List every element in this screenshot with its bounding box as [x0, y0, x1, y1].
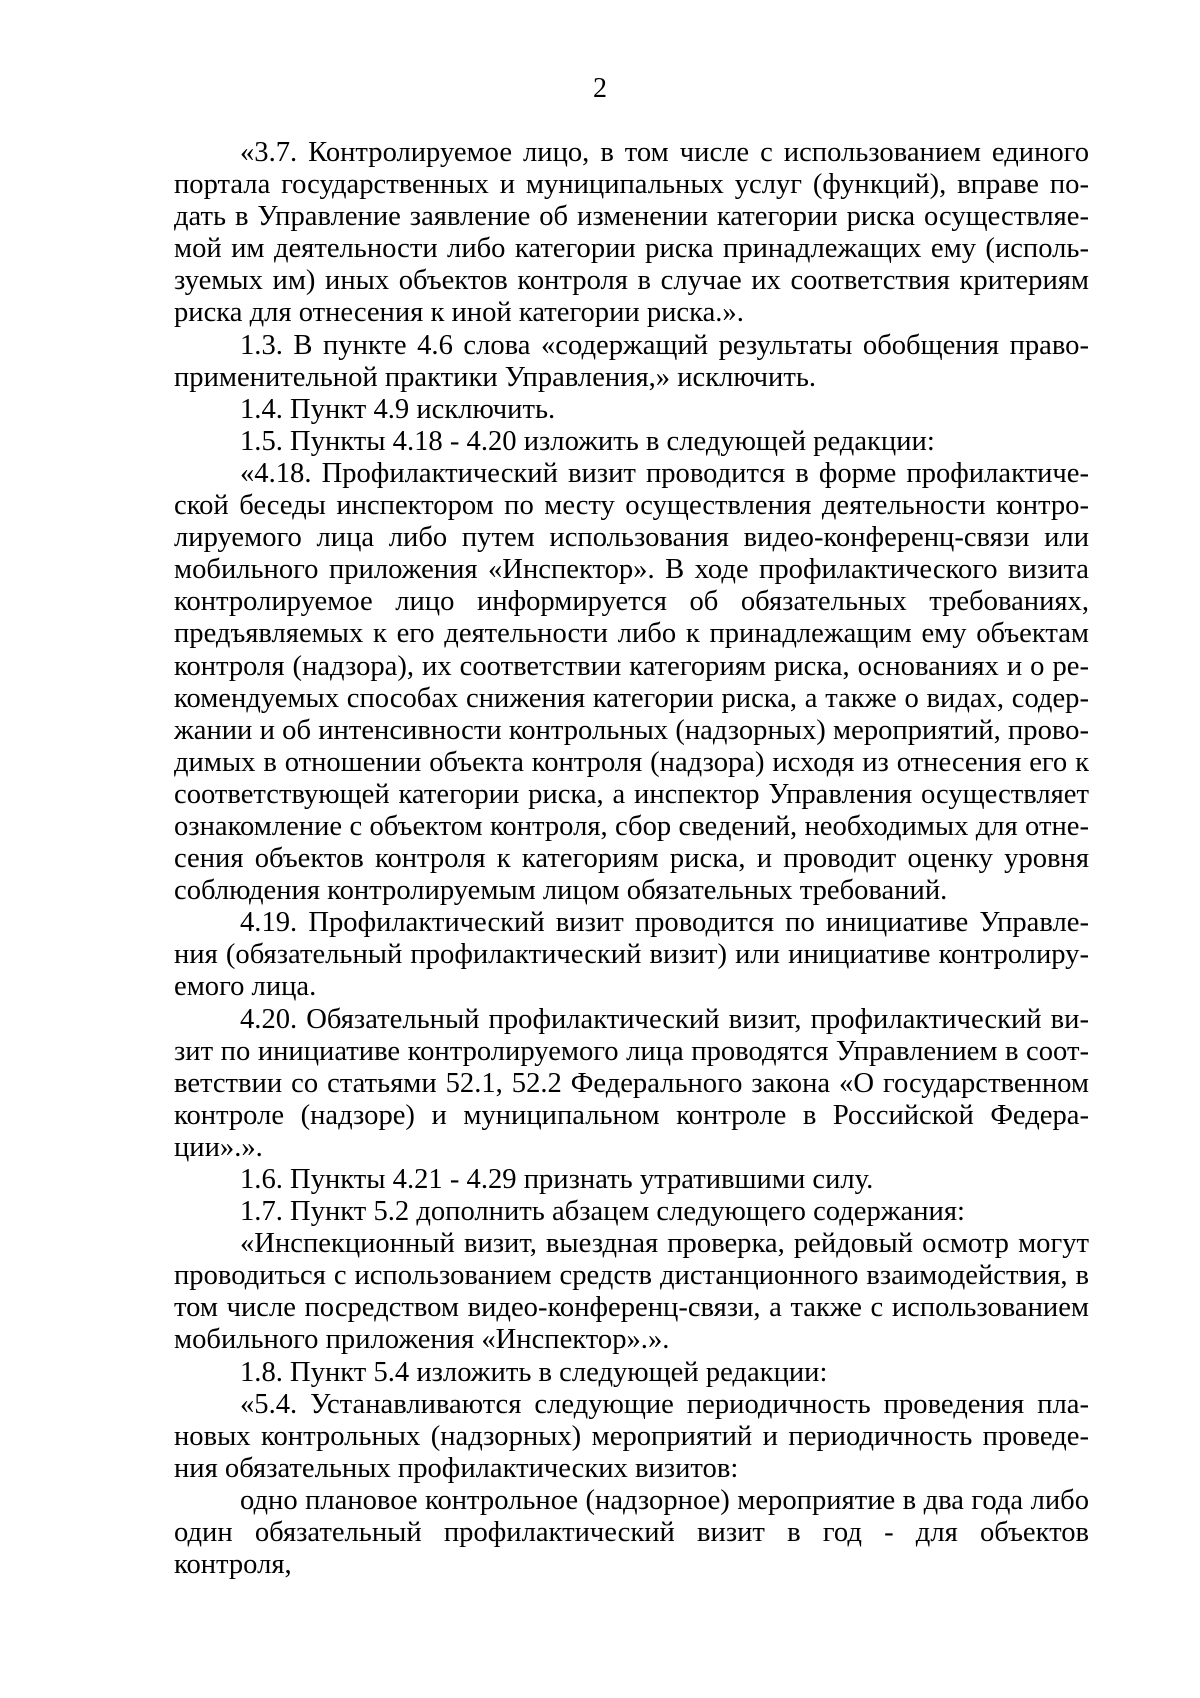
paragraph-1-4: 1.4. Пункт 4.9 исключить.	[240, 393, 556, 425]
page-number: 2	[593, 73, 607, 104]
paragraph-1-3: 1.3. В пункте 4.6 слова «содержащий результаты обобщения правоприменительной практики Управления,» исключить.	[174, 329, 1089, 393]
paragraph-1-6: 1.6. Пункты 4.21 - 4.29 признать утратившими силу.	[240, 1164, 874, 1195]
paragraph-5-4: «5.4. Устанавливаются следующие периодичность проведения плановых контрольных (надзорных) мероприятий и периодичность проведения обязательных профилактических визитов:	[174, 1388, 1089, 1484]
paragraph-1-8: 1.8. Пункт 5.4 изложить в следующей редакции:	[240, 1356, 828, 1388]
paragraph-4-18: «4.18. Профилактический визит проводится в форме профилактической беседы инспектором по месту осуществления деятельности контролируемого лица либо путем использования видео-конференц-связи или мобильного приложения «Инспектор». В ходе профилактического визита контролируемое лицо информируется об обязательных требованиях, предъявляемых к его деятельности либо к принадлежащим ему объектам контроля (надзора), их соответствии категориям риска, основаниях и о рекомендуемых способах снижения категории риска, а также о видах, содержании и об интенсивности контрольных (надзорных) мероприятий, проводимых в отношении объекта контроля (надзора) исходя из отнесения его к соответствующей категории риска, а инспектор Управления осуществляет ознакомление с объектом контроля, сбор сведений, необходимых для отнесения объектов контроля к категориям риска, и проводит оценку уровня соблюдения контролируемым лицом обязательных требований.	[174, 457, 1089, 907]
document-body	[174, 137, 1089, 1581]
paragraph-1-5: 1.5. Пункты 4.18 - 4.20 изложить в следующей редакции:	[240, 425, 935, 457]
paragraph-4-19: 4.19. Профилактический визит проводится по инициативе Управления (обязательный профилактический визит) или инициативе контролируемого лица.	[174, 907, 1089, 1003]
paragraph-4-20: 4.20. Обязательный профилактический визит, профилактический визит по инициативе контролируемого лица проводятся Управлением в соответствии со статьями 52.1, 52.2 Федерального закона «О государственном контроле (надзоре) и муниципальном контроле в Российской Федерации».».	[174, 1003, 1089, 1163]
paragraph-1-7: 1.7. Пункт 5.2 дополнить абзацем следующего содержания:	[240, 1196, 965, 1228]
paragraph-5-2-addition: «Инспекционный визит, выездная проверка, рейдовый осмотр могут проводиться с использованием средств дистанционного взаимодействия, в том числе посредством видео-конференц-связи, а также с использованием мобильного приложения «Инспектор».».	[174, 1228, 1089, 1356]
paragraph-3-7: «3.7. Контролируемое лицо, в том числе с использованием единого портала государственных и муниципальных услуг (функций), вправе подать в Управление заявление об изменении категории риска осуществляемой им деятельности либо категории риска принадлежащих ему (используемых им) иных объектов контроля в случае их соответствия критериям риска для отнесения к иной категории риска.».	[174, 137, 1089, 329]
paragraph-5-4-item: одно плановое контрольное (надзорное) мероприятие в два года либо один обязательный профилактический визит в год - для объектов контроля,	[174, 1484, 1089, 1581]
